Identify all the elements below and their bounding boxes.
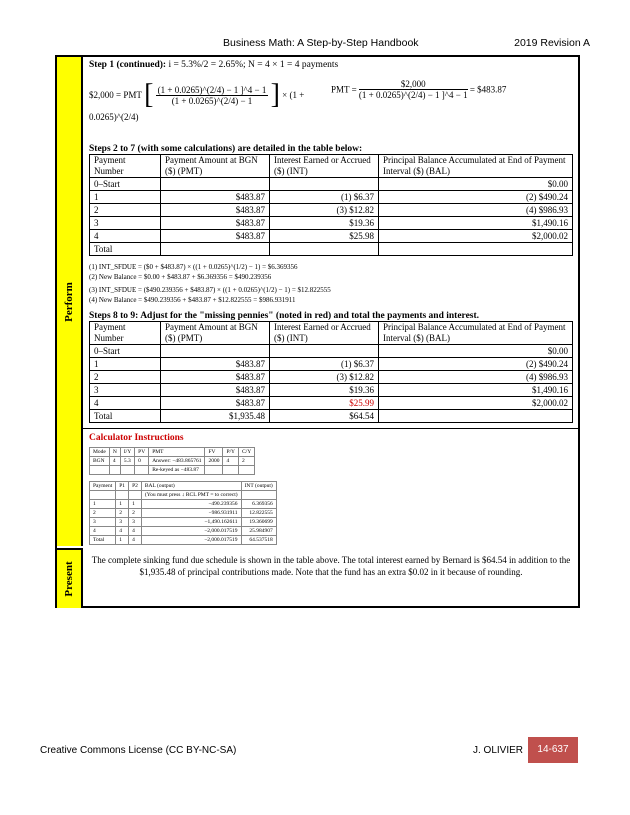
table-row: [90, 217, 573, 230]
amort-row: [90, 536, 277, 545]
table-cell: $483.87: [161, 191, 270, 204]
amort-table: [89, 481, 277, 545]
table-cell: $1,935.48: [161, 410, 270, 423]
sinking-formula-left: $2,000 = PMT [ $\frac{(1 + 0.0265)\^{}(2/4) - 1 ]\^{}4 - 1}{(1 + 0.0265)\^{}(2/4) - 1}$ ] × (1 + 0.0265)^(2/4): [89, 79, 305, 122]
mini-cell: 4: [90, 527, 116, 536]
table-cell: $1,490.16: [379, 384, 573, 397]
table-cell: [161, 243, 270, 256]
table-cell: 1: [90, 191, 161, 204]
mini-cell: 25.984907: [241, 527, 276, 536]
table-cell: $483.87: [161, 358, 270, 371]
mini-cell: 2: [90, 509, 116, 518]
mini-cell: 4: [223, 457, 239, 466]
table-cell: (4) $986.93: [379, 204, 573, 217]
table-cell: $19.36: [270, 384, 379, 397]
col-header: Payment Number: [90, 155, 161, 178]
revision: 2019 Revision A: [514, 37, 590, 49]
table-row: [90, 178, 573, 191]
schedule-table-2: [89, 321, 573, 423]
table-cell: 4: [90, 230, 161, 243]
section-divider: [83, 428, 578, 429]
table-row: [90, 230, 573, 243]
table-cell: 3: [90, 384, 161, 397]
step8-line: Steps 8 to 9: Adjust for the "missing pennies" (noted in red) and total the payments and interest.: [89, 311, 480, 321]
table-cell: $483.87: [161, 371, 270, 384]
mini-cell: 12.822555: [241, 509, 276, 518]
mini-cell: FV: [205, 448, 223, 457]
step1-line: Step 1 (continued): i = 5.3%/2 = 2.65%; N = 4 × 1 = 4 payments: [89, 60, 339, 70]
mini-cell: 1: [116, 500, 129, 509]
mini-cell: 4: [129, 536, 142, 545]
table-cell: [270, 345, 379, 358]
mini-cell: 1: [90, 500, 116, 509]
mini-cell: BGN: [90, 457, 110, 466]
col-header: Interest Earned or Accrued ($) (INT): [270, 322, 379, 345]
table-cell: 3: [90, 217, 161, 230]
table-cell: $483.87: [161, 384, 270, 397]
mini-cell: 2: [116, 509, 129, 518]
mini-cell: 2: [129, 509, 142, 518]
mini-cell: −2,000.017519: [141, 527, 241, 536]
mini-cell: 5.3: [120, 457, 134, 466]
table-cell: $19.36: [270, 217, 379, 230]
mini-cell: 4: [109, 457, 120, 466]
mini-cell: −986.931911: [141, 509, 241, 518]
table-row: [90, 410, 573, 423]
table-cell: $1,490.16: [379, 217, 573, 230]
amort-row: [90, 518, 277, 527]
mini-cell: −490.239356: [141, 500, 241, 509]
perform-content: [85, 57, 574, 421]
mini-cell: 64.537518: [241, 536, 276, 545]
table-cell: 4: [90, 397, 161, 410]
present-tab: Present: [57, 548, 83, 608]
col-header: Payment Number: [90, 322, 161, 345]
table-row: [90, 204, 573, 217]
mini-cell: P/Y: [223, 448, 239, 457]
book-title: Business Math: A Step-by-Step Handbook: [223, 37, 419, 49]
mini-cell: 3: [116, 518, 129, 527]
step2-line: Steps 2 to 7 (with some calculations) are detailed in the table below:: [89, 144, 363, 154]
table-cell: $25.99: [270, 397, 379, 410]
table-cell: (1) $6.37: [270, 358, 379, 371]
page-header: [40, 37, 590, 53]
mini-cell: P1: [116, 482, 129, 491]
amort-note: (You must press ↓ RCL PMT = to correct): [141, 491, 241, 500]
mini-cell: 3: [90, 518, 116, 527]
col-header: Interest Earned or Accrued ($) (INT): [270, 155, 379, 178]
table-cell: [161, 178, 270, 191]
mini-cell: 6.369356: [241, 500, 276, 509]
table-row: [90, 345, 573, 358]
pmt-formula: PMT = $\frac{\$2,000}{(1 + 0.0265)\^{}(2/4) - 1 ]\^{}4 - 1}$ = $483.87: [331, 79, 507, 100]
col-header: Payment Amount at BGN ($) (PMT): [161, 322, 270, 345]
table-cell: 2: [90, 204, 161, 217]
table-cell: [379, 410, 573, 423]
tvm-table: [89, 447, 255, 475]
mini-cell: −2,000.017519: [141, 536, 241, 545]
table-cell: $0.00: [379, 345, 573, 358]
table-cell: 0–Start: [90, 345, 161, 358]
mini-cell: 2000: [205, 457, 223, 466]
author: J. OLIVIER: [473, 745, 524, 756]
table-cell: (3) $12.82: [270, 204, 379, 217]
note-4: (4) New Balance = $490.239356 + $483.87 + $12.822555 = $986.931911: [89, 296, 296, 304]
table-cell: $2,000.02: [379, 230, 573, 243]
table-row: [90, 397, 573, 410]
solution-frame: [55, 55, 580, 608]
table-cell: $483.87: [161, 397, 270, 410]
mini-cell: Total: [90, 536, 116, 545]
mini-cell: PV: [135, 448, 149, 457]
table-cell: $25.98: [270, 230, 379, 243]
table-cell: $64.54: [270, 410, 379, 423]
amort-row: [90, 527, 277, 536]
mini-cell: 1: [129, 500, 142, 509]
table-cell: 2: [90, 371, 161, 384]
table-cell: $483.87: [161, 230, 270, 243]
table-cell: $483.87: [161, 204, 270, 217]
mini-cell: P2: [129, 482, 142, 491]
table-cell: [379, 243, 573, 256]
table-cell: [161, 345, 270, 358]
tvm-note: Re-keyed as −483.87: [149, 466, 205, 475]
mini-cell: C/Y: [239, 448, 255, 457]
mini-cell: PMT: [149, 448, 205, 457]
table-cell: [270, 178, 379, 191]
table-cell: $483.87: [161, 217, 270, 230]
table-cell: $2,000.02: [379, 397, 573, 410]
page-number: 14-637: [528, 737, 578, 763]
note-1: (1) INT_SFDUE = ($0 + $483.87) × ((1 + 0.0265)^(1/2) − 1) = $6.369356: [89, 263, 298, 271]
table-row: [90, 384, 573, 397]
col-header: Payment Amount at BGN ($) (PMT): [161, 155, 270, 178]
table-row: [90, 191, 573, 204]
table-cell: (2) $490.24: [379, 191, 573, 204]
table-row: [90, 371, 573, 384]
mini-cell: 4: [116, 527, 129, 536]
table-cell: (3) $12.82: [270, 371, 379, 384]
table-row: [90, 243, 573, 256]
table-cell: 1: [90, 358, 161, 371]
mini-cell: INT (output): [241, 482, 276, 491]
col-header: Principal Balance Accumulated at End of Payment Interval ($) (BAL): [379, 155, 573, 178]
table-cell: [270, 243, 379, 256]
perform-tab: Perform: [57, 57, 83, 546]
note-3: (3) INT_SFDUE = ($490.239356 + $483.87) × ((1 + 0.0265)^(1/2) − 1) = $12.822555: [89, 286, 331, 294]
table-cell: Total: [90, 410, 161, 423]
table-cell: 0–Start: [90, 178, 161, 191]
table-row: [90, 358, 573, 371]
table-cell: (1) $6.37: [270, 191, 379, 204]
table-cell: $0.00: [379, 178, 573, 191]
mini-cell: I/Y: [120, 448, 134, 457]
mini-cell: 1: [116, 536, 129, 545]
table-cell: (4) $986.93: [379, 371, 573, 384]
mini-cell: −1,490.162611: [141, 518, 241, 527]
mini-cell: 3: [129, 518, 142, 527]
mini-cell: 2: [239, 457, 255, 466]
mini-cell: Mode: [90, 448, 110, 457]
col-header: Principal Balance Accumulated at End of Payment Interval ($) (BAL): [379, 322, 573, 345]
amort-row: [90, 500, 277, 509]
schedule-table-1: [89, 154, 573, 256]
mini-cell: 19.360699: [241, 518, 276, 527]
amort-row: [90, 509, 277, 518]
table-cell: (2) $490.24: [379, 358, 573, 371]
note-2: (2) New Balance = $0.00 + $483.87 + $6.369356 = $490.239356: [89, 273, 272, 281]
calculator-title: Calculator Instructions: [89, 433, 184, 443]
license: Creative Commons License (CC BY-NC-SA): [40, 745, 237, 756]
present-text: The complete sinking fund due schedule is shown in the table above. The total interest earned by Bernard is $64.54 in addition to the $1,935.48 of principal contributions made. Note that the fund has an extra $0.02 in it because of rounding.: [91, 555, 571, 577]
mini-cell: Answer: −483.865761: [149, 457, 205, 466]
mini-cell: 0: [135, 457, 149, 466]
mini-cell: N: [109, 448, 120, 457]
table-cell: Total: [90, 243, 161, 256]
mini-cell: BAL (output): [141, 482, 241, 491]
mini-cell: 4: [129, 527, 142, 536]
mini-cell: Payment: [90, 482, 116, 491]
